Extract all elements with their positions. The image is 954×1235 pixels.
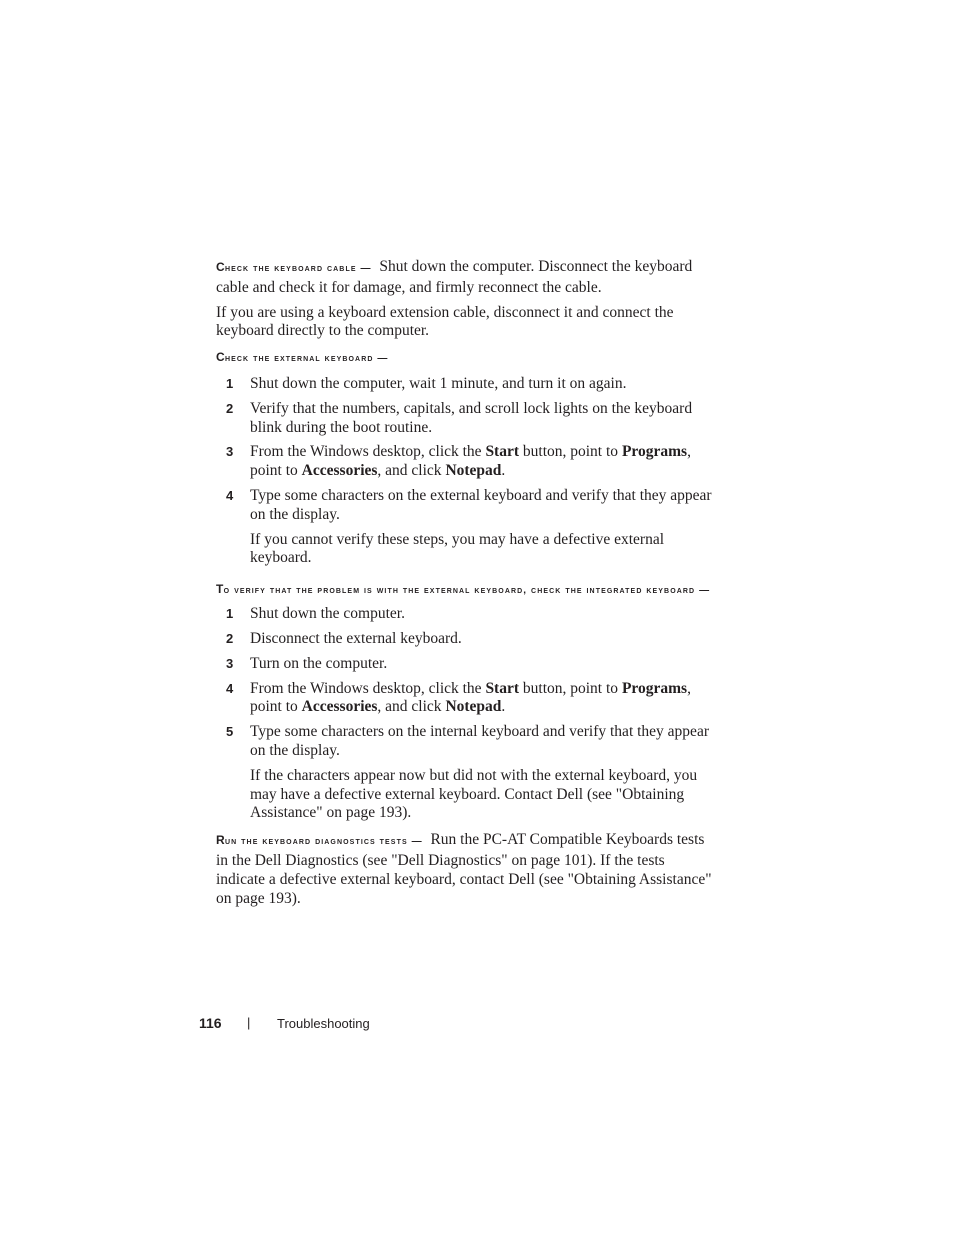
- list-item: 5 Type some characters on the internal keyboard and verify that they appear on the display.: [226, 723, 709, 759]
- run-in-heading: Run the keyboard diagnostics tests —: [216, 833, 423, 848]
- list-item: 2 Disconnect the external keyboard.: [226, 629, 462, 647]
- section-heading: Check the external keyboard —: [216, 350, 389, 365]
- list-item: 3 Turn on the computer.: [226, 654, 388, 672]
- list-item: 3 From the Windows desktop, click the Start button, point to Programs, point to Accessories, and click Notepad.: [226, 443, 691, 480]
- list-item: 2 Verify that the numbers, capitals, and scroll lock lights on the keyboard blink during the boot routine.: [226, 399, 693, 436]
- page-content: [216, 258, 716, 908]
- run-in-heading: Check the keyboard cable —: [216, 260, 372, 274]
- footer-section-title: Troubleshooting: [277, 1016, 370, 1031]
- list-item: 1 Shut down the computer, wait 1 minute, and turn it on again.: [226, 374, 627, 392]
- step-list: [216, 375, 716, 525]
- footer-separator: |: [247, 1015, 251, 1030]
- body-text: Shut down the computer. Disconnect the keyboard cable and check it for damage, and firmly reconnect the cable.: [216, 258, 693, 296]
- list-item: 4 Type some characters on the external keyboard and verify that they appear on the display.: [226, 486, 712, 523]
- page-number: 116: [199, 1015, 222, 1031]
- note-paragraph: If you cannot verify these steps, you may have a defective external keyboard.: [250, 530, 665, 567]
- body-paragraph: If you are using a keyboard extension cable, disconnect it and connect the keyboard directly to the computer.: [216, 303, 674, 340]
- section-run-diagnostics: [216, 831, 716, 908]
- list-item: 4 From the Windows desktop, click the Start button, point to Programs, point to Accessories, and click Notepad.: [226, 679, 691, 716]
- note-paragraph: If the characters appear now but did not with the external keyboard, you may have a defective external keyboard. Contact Dell (see "Obtaining Assistance" on page 193).: [250, 766, 698, 822]
- step-list: [216, 605, 716, 761]
- list-item: 1 Shut down the computer.: [226, 605, 405, 623]
- body-text: Run the PC-AT Compatible Keyboards tests in the Dell Diagnostics (see "Dell Diagnostics" on page 101). If the tests indicate a defective external keyboard, contact Dell (see "Obtaining Assistance" on page 193).: [216, 831, 712, 907]
- section-heading: To verify that the problem is with the external keyboard, check the integrated keyboard —: [216, 582, 711, 597]
- section-check-keyboard-cable: [216, 258, 716, 298]
